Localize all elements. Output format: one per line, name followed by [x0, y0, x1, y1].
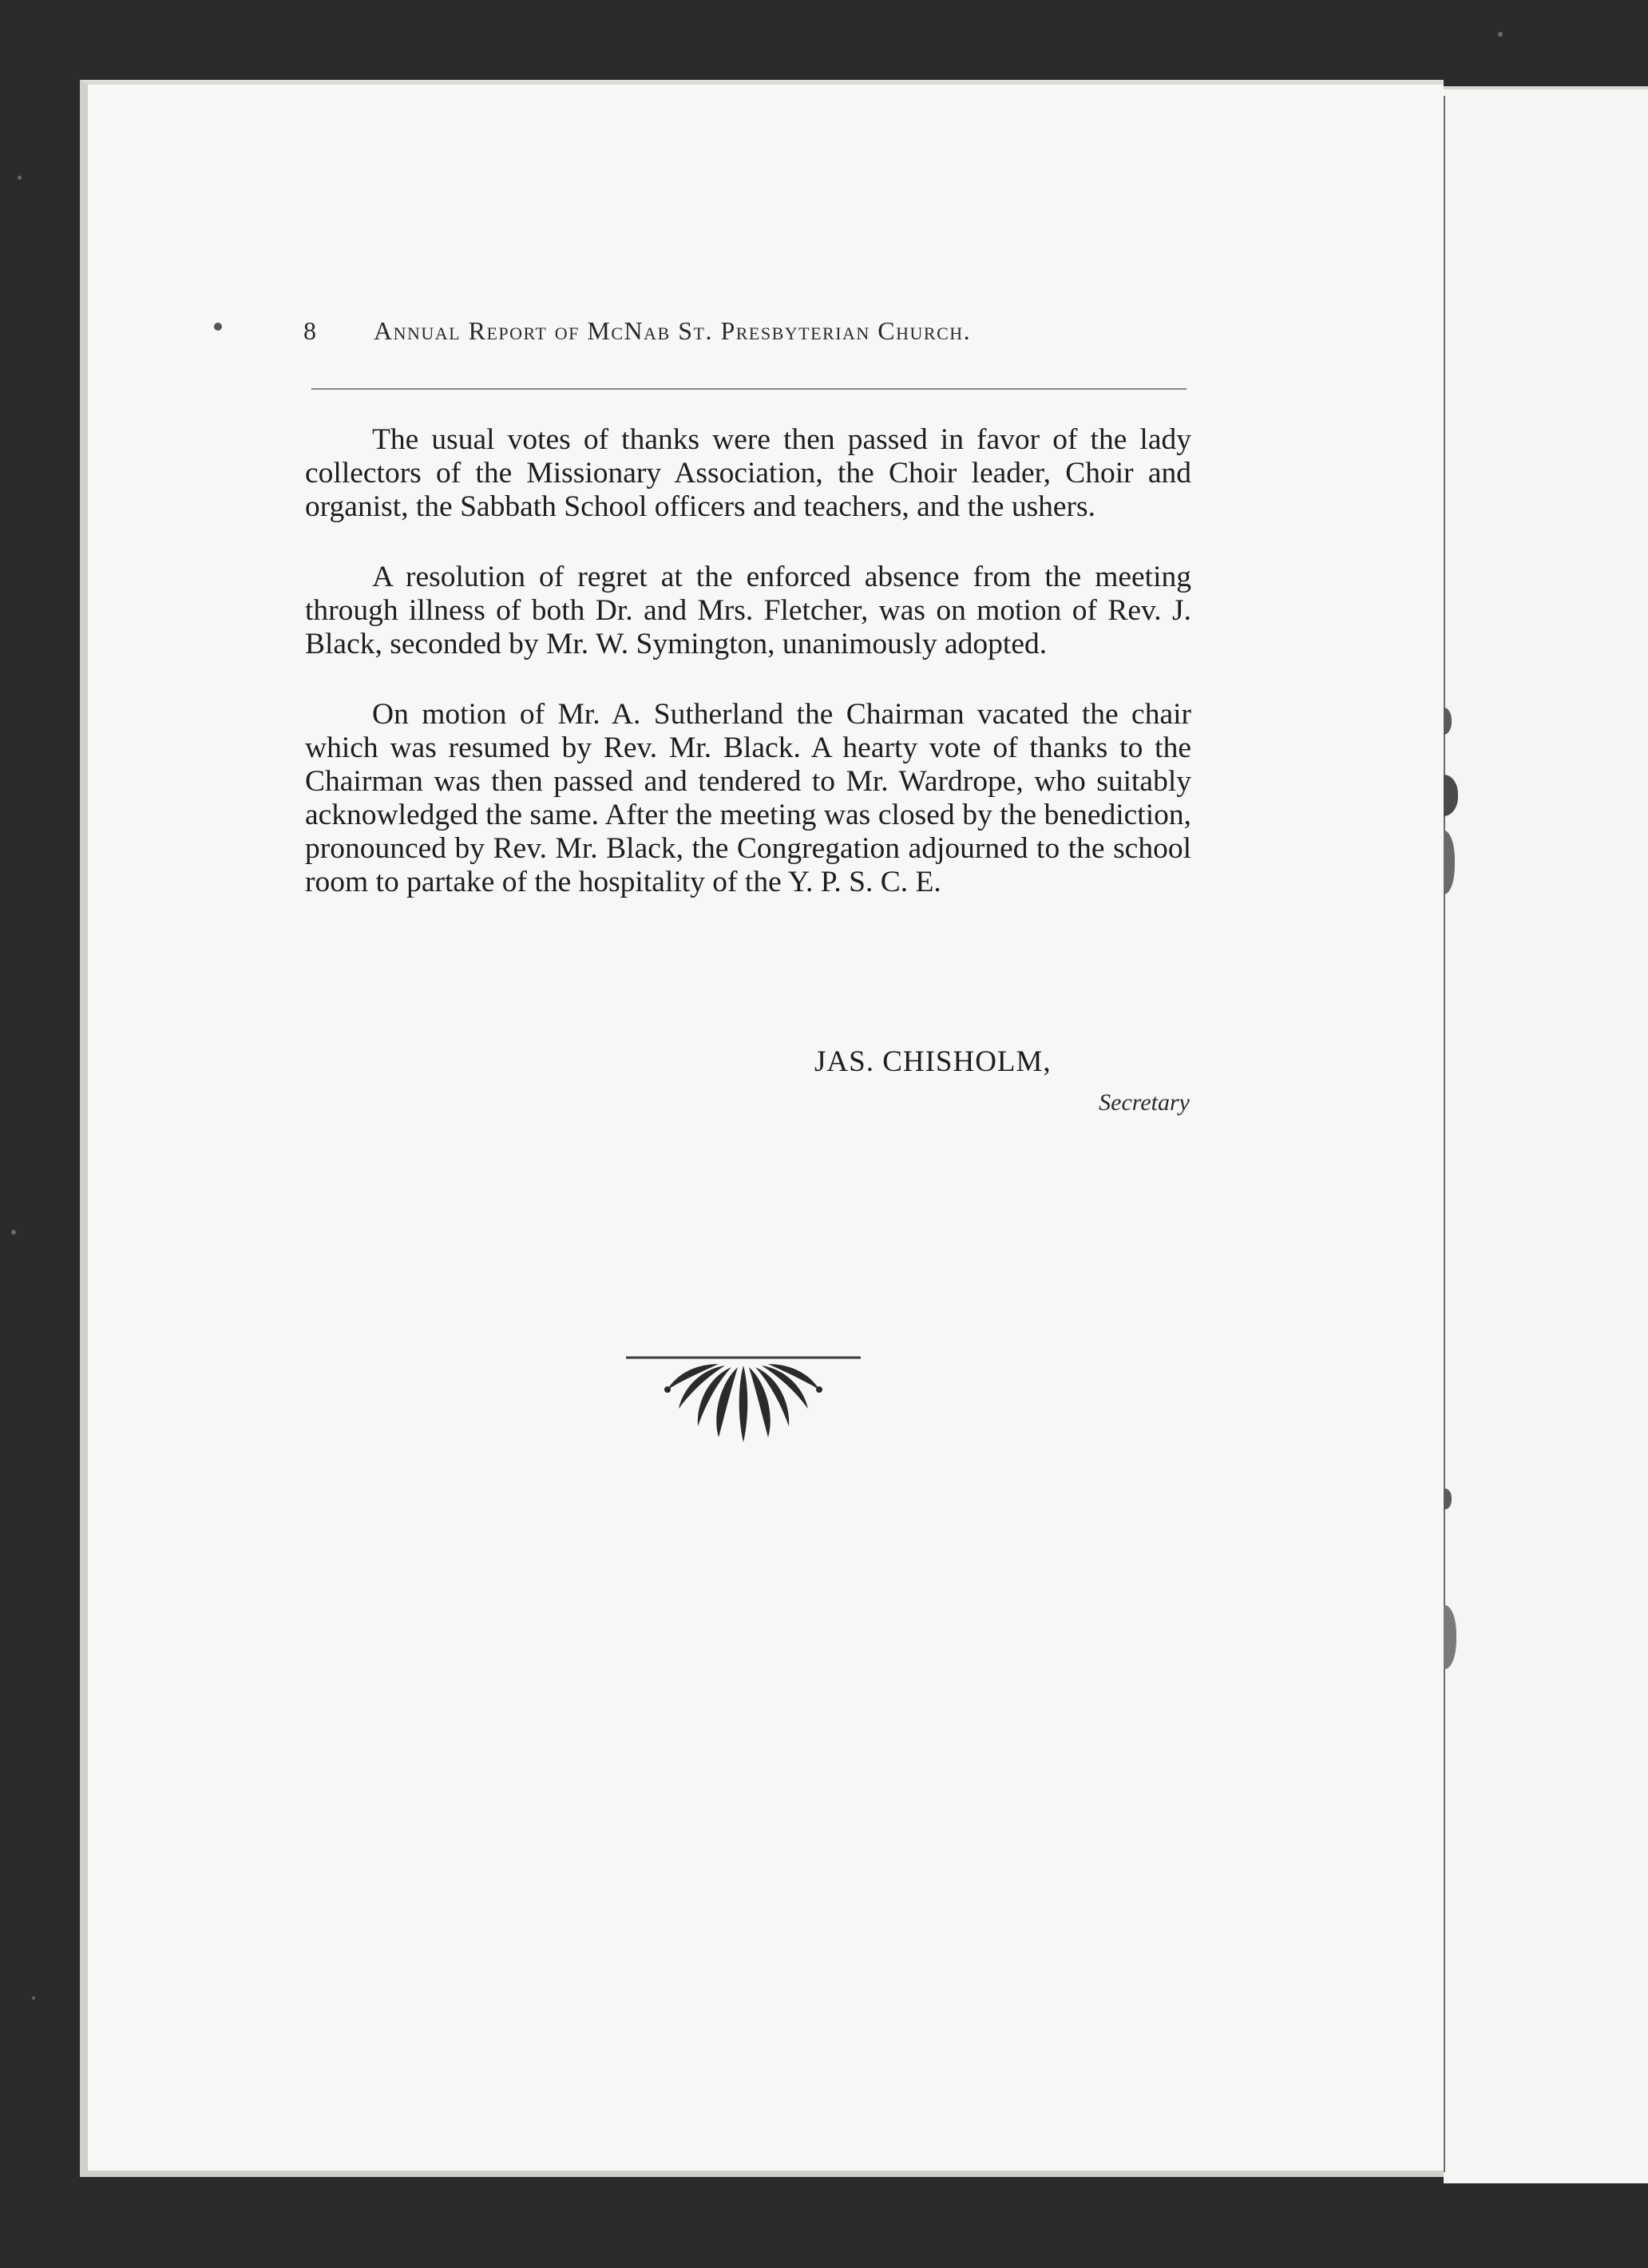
facing-page — [1444, 86, 1648, 2183]
paragraph-resolution-of-regret: A resolution of regret at the enforced absence from the meeting through illness of both Dr. and Mrs. Fletcher, was on motion of Rev. J. Black, seconded by Mr. W. Symington, unanimously adopted. — [305, 561, 1191, 660]
page-number: 8 — [303, 316, 318, 345]
paragraph-votes-of-thanks: The usual votes of thanks were then passed in favor of the lady collectors of the Missionary Association, the Choir leader, Choir and organist, the Sabbath School officers and teachers, and the ushers. — [305, 423, 1191, 523]
running-head — [303, 316, 1190, 346]
paragraph-chairman-motion: On motion of Mr. A. Sutherland the Chairman vacated the chair which was resumed by Rev. Mr. Black. A hearty vote of thanks to the Chairman was then passed and tendered to Mr. Wardrope, who suitably acknowledged the same. After the meeting was closed by the benediction, pronounced by Rev. Mr. Black, the Congregation adjourned to the school room to partake of the hospitality of the Y. P. S. C. E. — [305, 698, 1191, 898]
body-text — [305, 423, 1191, 936]
running-title: Annual Report of McNab St. Presbyterian Church. — [374, 316, 972, 345]
margin-dot — [214, 323, 222, 331]
backdrop-speck — [11, 1230, 16, 1235]
backdrop-speck — [32, 1996, 35, 2000]
backdrop-speck — [1498, 32, 1503, 37]
header-rule — [311, 388, 1186, 390]
signature-name: JAS. CHISHOLM, — [814, 1045, 1052, 1078]
backdrop-speck — [18, 176, 22, 180]
signature-role: Secretary — [1099, 1089, 1190, 1116]
document-page — [80, 80, 1444, 2177]
tailpiece-ornament — [626, 1354, 861, 1450]
